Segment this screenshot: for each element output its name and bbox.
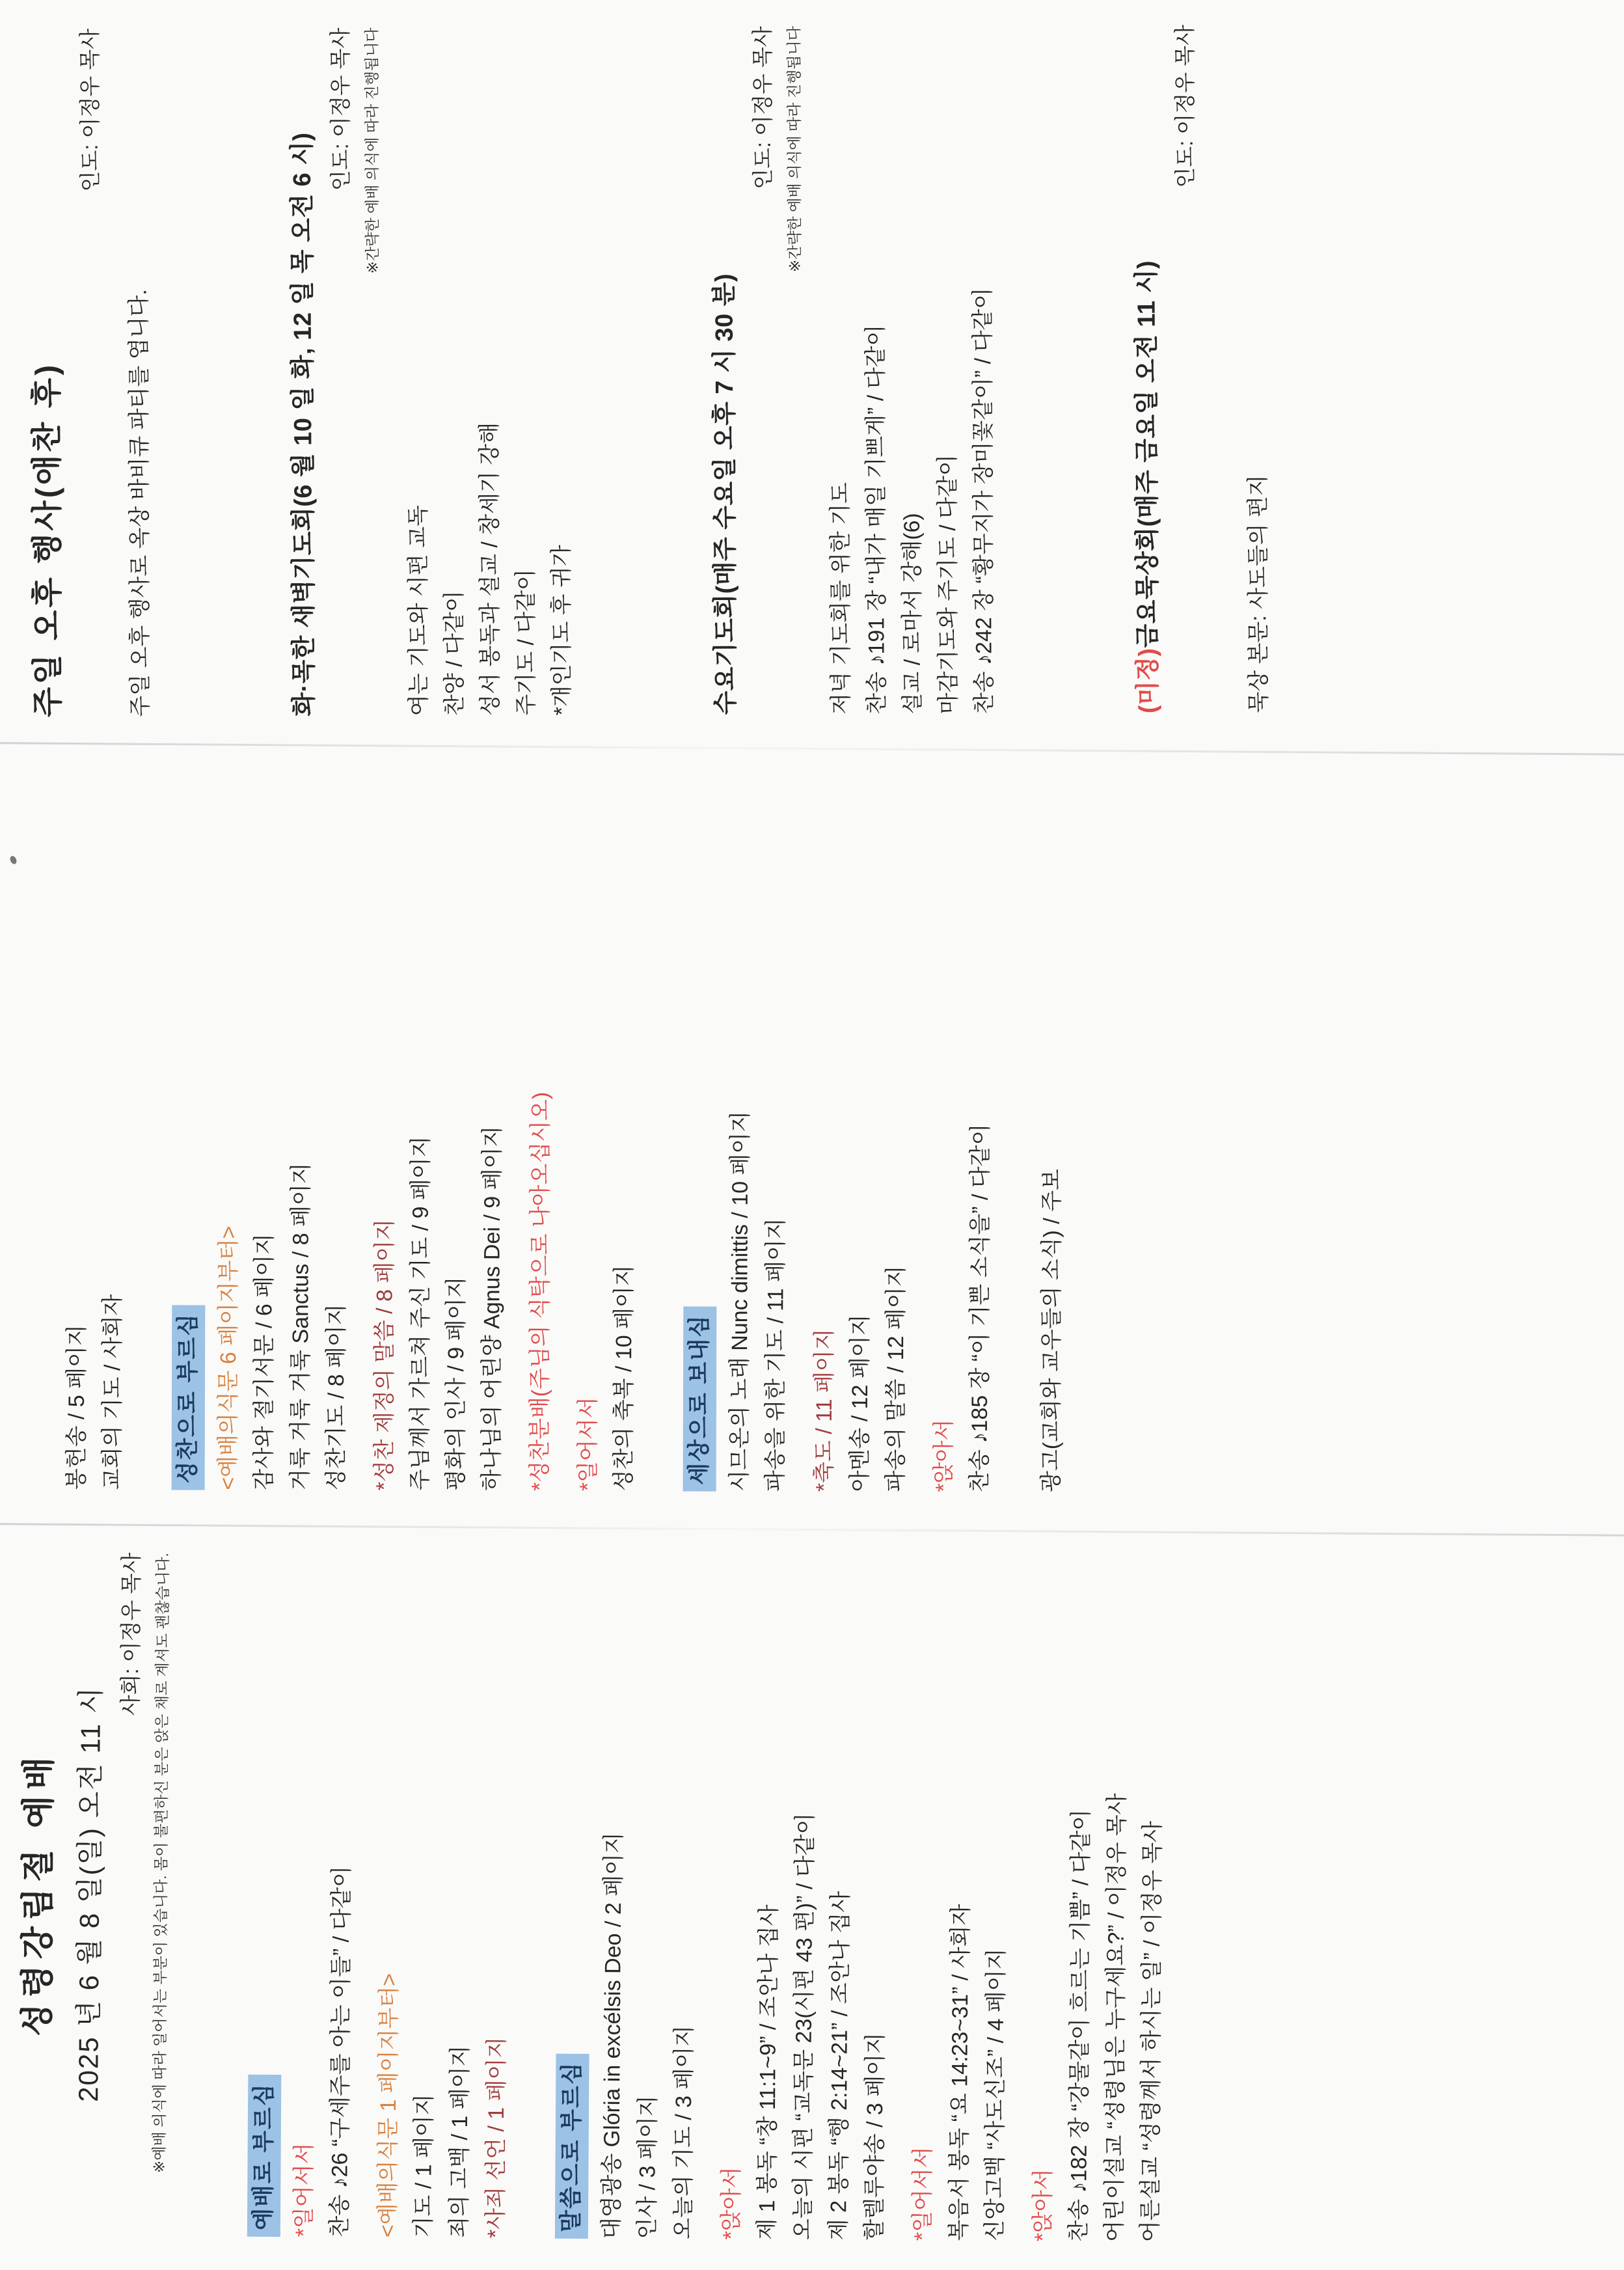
- rubric-line: *축도 / 11 페이지: [811, 1328, 837, 1492]
- leader-line: 사회: 이정우 목사: [118, 1552, 144, 1716]
- posture-note: *앉아서: [718, 2167, 744, 2240]
- service-item: 찬송 ♪185 장 “이 기쁜 소식을” / 다같이: [967, 1123, 993, 1492]
- service-item: 감사와 절기서문 / 6 페이지: [252, 1233, 278, 1490]
- section-chip: [683, 778, 718, 1491]
- service-item: 찬송 ♪242 장 “황무지가 장미꽃같이” / 다같이: [970, 287, 997, 715]
- service-item: 오늘의 시편 “교독문 23(시편 43 편)” / 다같이: [791, 1812, 819, 2241]
- service-item: 주일 오후 행사로 옥상 바비큐 파티를 엽니다.: [126, 289, 153, 717]
- event-title: 화·목한 새벽기도회(6 월 10 일 화, 12 일 목 오전 6 시): [288, 132, 318, 717]
- posture-note: *일어서서: [291, 2142, 317, 2237]
- service-item: 광고(교회와 교우들의 소식) / 주보: [1038, 1169, 1064, 1493]
- service-item: 어른설교 “성령께서 하시는 일” / 이정우 목사: [1137, 1820, 1165, 2243]
- section-chip-label: 세상으로 보내심: [683, 1306, 717, 1492]
- service-item: 제 1 봉독 “창 11:1~9” / 조안나 집사: [754, 1904, 782, 2240]
- notice-line: ※예배 의식에 따라 일어서는 부분이 있습니다. 몸이 불편하신 분은 앉은 채로 계셔도 괜찮습니다.: [150, 1552, 172, 2173]
- section-chip: [172, 776, 207, 1490]
- leader-line: 인도: 이정우 목사: [750, 26, 775, 189]
- service-item: *개인기도 후 귀가: [549, 545, 575, 716]
- service-item: 파송을 위한 기도 / 11 페이지: [763, 1218, 789, 1492]
- leader-line: 인도: 이정우 목사: [1172, 24, 1197, 188]
- event-title-text: 금요묵상회(매주 금요일 오전 11 시): [1133, 260, 1162, 648]
- service-item: 기도 / 1 페이지: [411, 2094, 437, 2238]
- event-title: 수요기도회(매주 수요일 오후 7 시 30 분): [710, 273, 740, 715]
- service-item: 인사 / 3 페이지: [634, 2095, 661, 2239]
- section-chip: [554, 1555, 592, 2239]
- service-item: 오늘의 기도 / 3 페이지: [670, 2025, 697, 2239]
- service-item: 시므온의 노래 Nunc dimittis / 10 페이지: [727, 1110, 753, 1492]
- service-item: 성찬기도 / 8 페이지: [323, 1304, 349, 1491]
- service-item: 저녁 기도회를 위한 기도: [828, 482, 854, 715]
- service-item: 신앙고백 “사도신조” / 4 페이지: [982, 1948, 1009, 2241]
- service-item: 주님께서 가르쳐 주신 기도 / 9 페이지: [407, 1136, 433, 1491]
- service-item: 교회의 기도 / 사회자: [100, 1294, 126, 1490]
- section-chip-label: 예배로 부르심: [247, 2075, 282, 2237]
- service-item: 파송의 말씀 / 12 페이지: [883, 1265, 909, 1492]
- notice-line: ※간략한 예배 의식에 따라 진행됩니다: [363, 27, 381, 274]
- liturgy-book-ref: <예배의식문 6 페이지부터>: [215, 1225, 241, 1490]
- service-item: 성찬의 축복 / 10 페이지: [611, 1265, 637, 1492]
- service-item: 봉헌송 / 5 페이지: [64, 1324, 90, 1490]
- liturgy-book-ref: <예배의식문 1 페이지부터>: [375, 1973, 402, 2238]
- leader-line: 인도: 이정우 목사: [328, 27, 353, 191]
- service-item: 찬송 ♪191 장 “내가 매일 기쁘게” / 다같이: [863, 324, 889, 715]
- notice-line: ※간략한 예배 의식에 따라 진행됩니다: [785, 26, 804, 273]
- section-chip-label: 말씀으로 부르심: [554, 2053, 589, 2239]
- posture-note: *일어서서: [575, 1397, 601, 1492]
- service-item: 어린이설교 “성령님은 누구세요?” / 이정우 목사: [1102, 1793, 1130, 2242]
- service-item: 마감기도와 주기도 / 다같이: [935, 454, 961, 715]
- order-of-worship-col-2: [0, 746, 1624, 1532]
- service-item: 하나님의 어린양 Agnus Dei / 9 페이지: [479, 1125, 505, 1491]
- service-item: 설교 / 로마서 강해(6): [899, 513, 925, 715]
- service-item: 성서 봉독과 설교 / 창세기 강해: [477, 422, 504, 716]
- section-chip: [247, 1553, 285, 2237]
- order-of-worship-col-1: [0, 1524, 1624, 2270]
- service-item: 대영광송 Glória in excélsis Deo / 2 페이지: [599, 1832, 627, 2239]
- service-item: 주기도 / 다같이: [513, 569, 539, 716]
- service-item: 죄의 고백 / 1 페이지: [447, 2045, 474, 2238]
- service-item: 할렐루야송 / 3 페이지: [862, 2032, 889, 2241]
- posture-note: *일어서서: [910, 2146, 936, 2241]
- rubric-line: *성찬 제정의 말씀 / 8 페이지: [372, 1218, 398, 1491]
- service-datetime: 2025 년 6 월 8 일(일) 오전 11 시: [73, 1686, 107, 2102]
- status-prefix: (미정): [1134, 648, 1162, 714]
- service-item: 찬송 ♪182 장 “강물같이 흐르는 기쁨” / 다같이: [1066, 1809, 1094, 2242]
- section-title: 주일 오후 행사(애찬 후): [29, 362, 66, 718]
- service-item: 여는 기도와 시편 교독: [405, 505, 431, 717]
- service-item: 거룩 거룩 거룩 Sanctus / 8 페이지: [288, 1162, 314, 1490]
- service-item: 평화의 인사 / 9 페이지: [443, 1276, 469, 1491]
- service-item: 아멘송 / 12 페이지: [847, 1314, 873, 1492]
- rubric-line: *사죄 선언 / 1 페이지: [483, 2036, 509, 2239]
- posture-note: *앉아서: [931, 1419, 956, 1492]
- section-title: 성령강림절 예배: [18, 1751, 59, 2036]
- afternoon-events-col-3: [0, 0, 1624, 751]
- leader-line: 인도: 이정우 목사: [77, 28, 102, 192]
- event-title: [1132, 25, 1162, 713]
- service-item: 묵상 본문: 사도들의 편지: [1245, 474, 1271, 713]
- section-chip-label: 성찬으로 부르심: [172, 1305, 206, 1490]
- service-item: 제 2 봉독 “행 2:14~21” / 조안나 집사: [826, 1891, 854, 2241]
- service-item: 찬송 ♪26 “구세주를 아는 이들” / 다같이: [327, 1865, 355, 2237]
- posture-note: *성찬분배(주님의 식탁으로 나아오십시오): [527, 1091, 554, 1491]
- service-item: 복음서 봉독 “요 14:23~31” / 사회자: [946, 1904, 973, 2241]
- posture-note: *앉아서: [1030, 2168, 1056, 2242]
- service-item: 찬양 / 다같이: [442, 590, 467, 716]
